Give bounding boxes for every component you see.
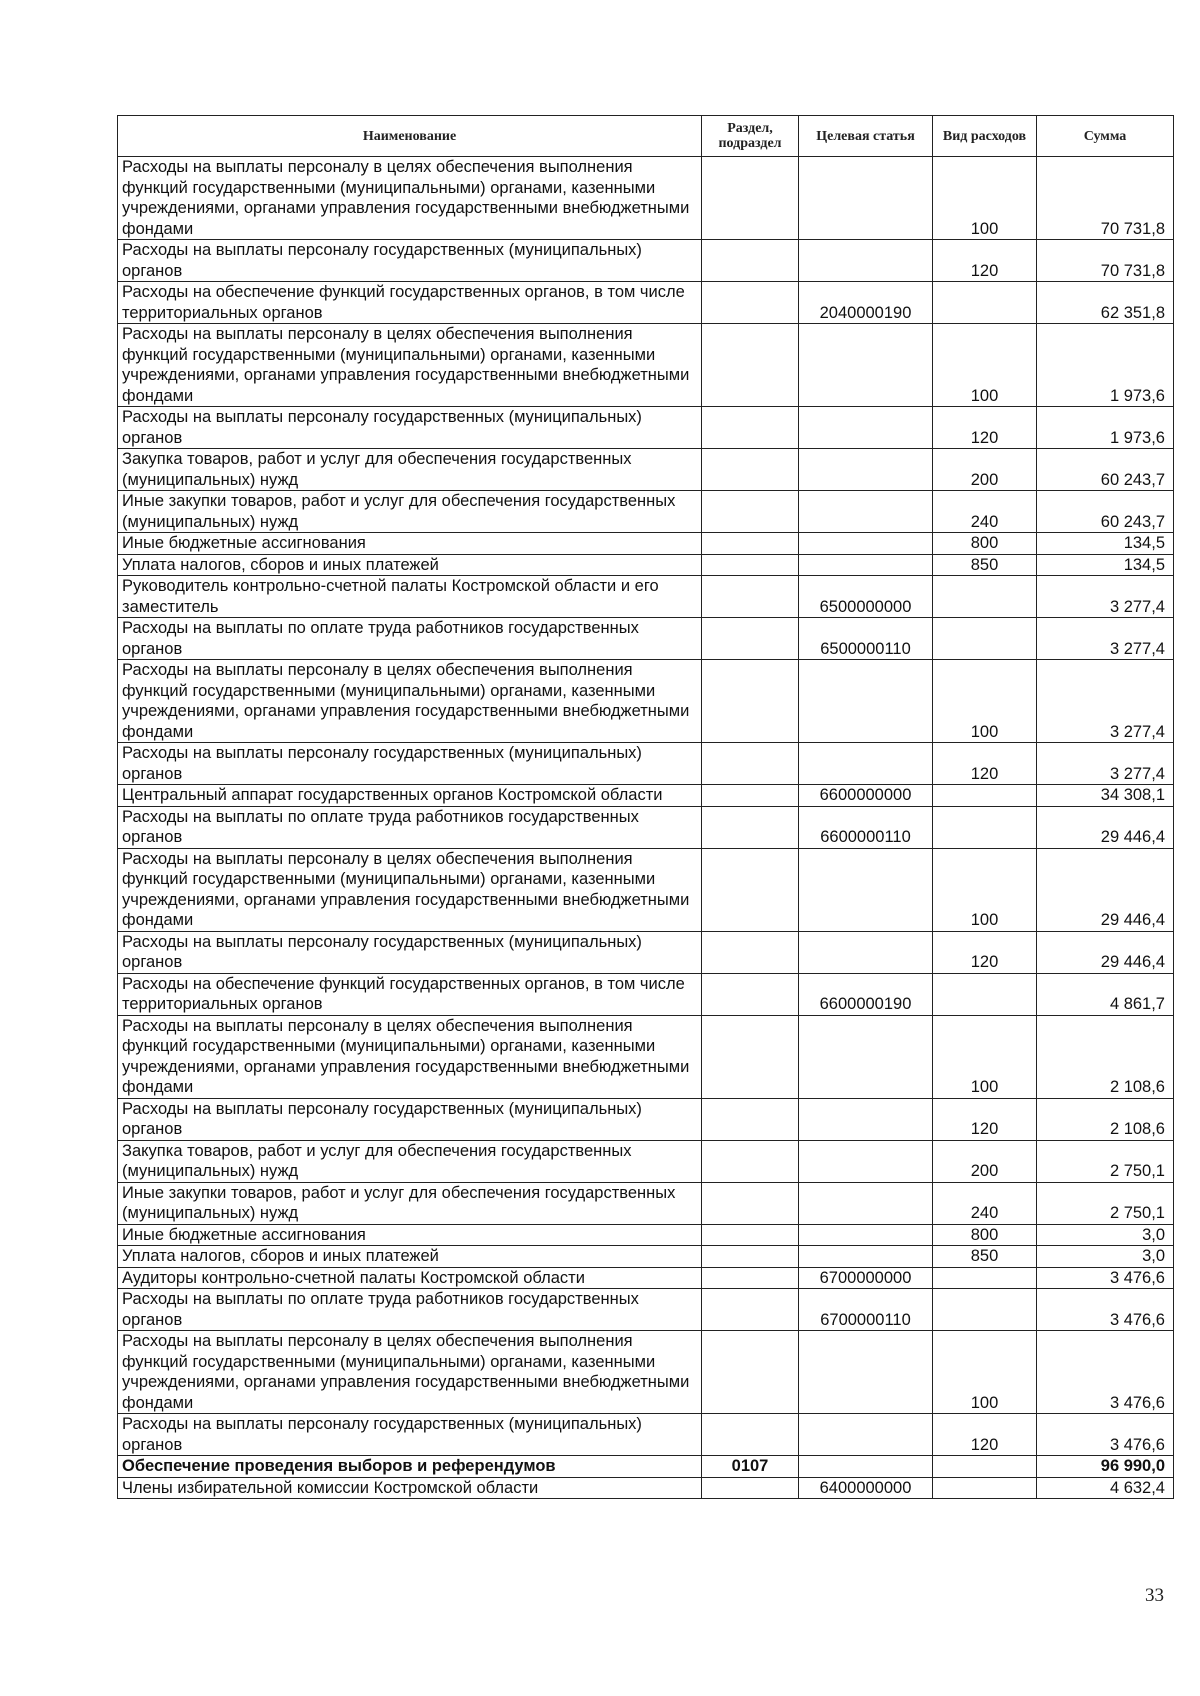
cell-razdel xyxy=(702,282,799,324)
cell-summa: 29 446,4 xyxy=(1037,931,1174,973)
cell-razdel xyxy=(702,1140,799,1182)
cell-summa: 60 243,7 xyxy=(1037,449,1174,491)
cell-razdel xyxy=(702,743,799,785)
cell-summa: 3 476,6 xyxy=(1037,1414,1174,1456)
cell-name: Руководитель контрольно-счетной палаты Костромской области и его заместитель xyxy=(118,576,702,618)
cell-vid: 100 xyxy=(933,1331,1037,1414)
cell-vid: 200 xyxy=(933,1140,1037,1182)
table-row xyxy=(118,324,1174,407)
table-row xyxy=(118,1289,1174,1331)
cell-summa: 4 632,4 xyxy=(1037,1477,1174,1499)
cell-celevaya xyxy=(799,533,933,555)
cell-vid: 120 xyxy=(933,743,1037,785)
cell-razdel xyxy=(702,554,799,576)
cell-summa: 3,0 xyxy=(1037,1224,1174,1246)
cell-summa: 70 731,8 xyxy=(1037,157,1174,240)
cell-vid: 200 xyxy=(933,449,1037,491)
cell-razdel xyxy=(702,533,799,555)
cell-summa: 3 277,4 xyxy=(1037,576,1174,618)
cell-celevaya xyxy=(799,1182,933,1224)
cell-vid: 850 xyxy=(933,554,1037,576)
cell-summa: 134,5 xyxy=(1037,533,1174,555)
cell-vid xyxy=(933,1456,1037,1478)
cell-celevaya: 6600000190 xyxy=(799,973,933,1015)
table-row xyxy=(118,660,1174,743)
cell-razdel xyxy=(702,576,799,618)
cell-celevaya: 6500000110 xyxy=(799,618,933,660)
table-row xyxy=(118,1477,1174,1499)
cell-name: Иные бюджетные ассигнования xyxy=(118,533,702,555)
cell-summa: 34 308,1 xyxy=(1037,785,1174,807)
cell-name: Расходы на выплаты персоналу в целях обеспечения выполнения функций государственными (муниципальными) органами, казенными учреждениями, органами управления государственными внебюджетными фондами xyxy=(118,1015,702,1098)
cell-name: Уплата налогов, сборов и иных платежей xyxy=(118,554,702,576)
cell-razdel xyxy=(702,491,799,533)
cell-summa: 2 108,6 xyxy=(1037,1098,1174,1140)
cell-summa: 3 476,6 xyxy=(1037,1267,1174,1289)
cell-vid: 100 xyxy=(933,157,1037,240)
cell-celevaya xyxy=(799,931,933,973)
cell-summa: 2 108,6 xyxy=(1037,1015,1174,1098)
cell-name: Иные закупки товаров, работ и услуг для обеспечения государственных (муниципальных) нужд xyxy=(118,491,702,533)
table-row xyxy=(118,1331,1174,1414)
cell-vid: 120 xyxy=(933,407,1037,449)
cell-celevaya xyxy=(799,1224,933,1246)
cell-name: Центральный аппарат государственных органов Костромской области xyxy=(118,785,702,807)
table-row xyxy=(118,240,1174,282)
table-row xyxy=(118,1414,1174,1456)
table-row xyxy=(118,785,1174,807)
cell-vid: 100 xyxy=(933,324,1037,407)
cell-celevaya xyxy=(799,1015,933,1098)
cell-razdel xyxy=(702,785,799,807)
table-row xyxy=(118,1140,1174,1182)
cell-celevaya: 6700000110 xyxy=(799,1289,933,1331)
table-row xyxy=(118,1267,1174,1289)
cell-name: Расходы на выплаты персоналу государственных (муниципальных) органов xyxy=(118,240,702,282)
cell-celevaya xyxy=(799,554,933,576)
cell-name: Иные закупки товаров, работ и услуг для обеспечения государственных (муниципальных) нужд xyxy=(118,1182,702,1224)
table-row xyxy=(118,1098,1174,1140)
cell-name: Обеспечение проведения выборов и референдумов xyxy=(118,1456,702,1478)
table-row xyxy=(118,576,1174,618)
cell-vid xyxy=(933,1289,1037,1331)
table-row xyxy=(118,1015,1174,1098)
cell-vid: 120 xyxy=(933,1098,1037,1140)
cell-vid xyxy=(933,1477,1037,1499)
cell-summa: 1 973,6 xyxy=(1037,324,1174,407)
cell-summa: 62 351,8 xyxy=(1037,282,1174,324)
table-row xyxy=(118,806,1174,848)
cell-name: Расходы на выплаты по оплате труда работников государственных органов xyxy=(118,1289,702,1331)
cell-vid: 100 xyxy=(933,848,1037,931)
cell-vid: 120 xyxy=(933,240,1037,282)
cell-summa: 60 243,7 xyxy=(1037,491,1174,533)
table-row xyxy=(118,1224,1174,1246)
cell-name: Расходы на выплаты персоналу государственных (муниципальных) органов xyxy=(118,1098,702,1140)
cell-celevaya xyxy=(799,324,933,407)
cell-razdel xyxy=(702,1331,799,1414)
table-row xyxy=(118,618,1174,660)
cell-celevaya xyxy=(799,1140,933,1182)
cell-celevaya xyxy=(799,1246,933,1268)
cell-summa: 3 277,4 xyxy=(1037,618,1174,660)
cell-vid xyxy=(933,973,1037,1015)
header-vid: Вид расходов xyxy=(933,116,1037,157)
cell-razdel xyxy=(702,1182,799,1224)
table-row xyxy=(118,1182,1174,1224)
cell-vid: 240 xyxy=(933,1182,1037,1224)
table-row xyxy=(118,491,1174,533)
cell-razdel xyxy=(702,973,799,1015)
table-body xyxy=(118,157,1174,1499)
cell-name: Расходы на обеспечение функций государственных органов, в том числе территориальных органов xyxy=(118,282,702,324)
cell-vid: 240 xyxy=(933,491,1037,533)
table-row xyxy=(118,533,1174,555)
cell-celevaya xyxy=(799,660,933,743)
header-celevaya: Целевая статья xyxy=(799,116,933,157)
cell-name: Расходы на выплаты персоналу в целях обеспечения выполнения функций государственными (муниципальными) органами, казенными учреждениями, органами управления государственными внебюджетными фондами xyxy=(118,324,702,407)
table-row xyxy=(118,973,1174,1015)
cell-razdel xyxy=(702,1267,799,1289)
cell-vid xyxy=(933,785,1037,807)
cell-razdel xyxy=(702,848,799,931)
cell-vid: 800 xyxy=(933,533,1037,555)
table-row xyxy=(118,157,1174,240)
header-razdel: Раздел, подраздел xyxy=(702,116,799,157)
table-row xyxy=(118,743,1174,785)
table-header xyxy=(118,116,1174,157)
cell-summa: 3,0 xyxy=(1037,1246,1174,1268)
cell-razdel xyxy=(702,324,799,407)
cell-vid xyxy=(933,806,1037,848)
cell-summa: 29 446,4 xyxy=(1037,848,1174,931)
cell-celevaya: 6600000000 xyxy=(799,785,933,807)
cell-name: Аудиторы контрольно-счетной палаты Костромской области xyxy=(118,1267,702,1289)
cell-summa: 3 277,4 xyxy=(1037,743,1174,785)
header-summa: Сумма xyxy=(1037,116,1174,157)
cell-razdel xyxy=(702,931,799,973)
cell-summa: 3 476,6 xyxy=(1037,1289,1174,1331)
cell-summa: 70 731,8 xyxy=(1037,240,1174,282)
cell-razdel xyxy=(702,1015,799,1098)
cell-razdel: 0107 xyxy=(702,1456,799,1478)
cell-celevaya xyxy=(799,1331,933,1414)
cell-razdel xyxy=(702,1477,799,1499)
cell-celevaya: 6400000000 xyxy=(799,1477,933,1499)
page-number: 33 xyxy=(1145,1585,1164,1606)
cell-vid: 120 xyxy=(933,931,1037,973)
cell-celevaya xyxy=(799,491,933,533)
cell-name: Расходы на выплаты персоналу в целях обеспечения выполнения функций государственными (муниципальными) органами, казенными учреждениями, органами управления государственными внебюджетными фондами xyxy=(118,848,702,931)
cell-name: Уплата налогов, сборов и иных платежей xyxy=(118,1246,702,1268)
cell-summa: 29 446,4 xyxy=(1037,806,1174,848)
cell-celevaya: 6600000110 xyxy=(799,806,933,848)
cell-vid xyxy=(933,576,1037,618)
cell-vid: 100 xyxy=(933,660,1037,743)
cell-name: Расходы на выплаты персоналу государственных (муниципальных) органов xyxy=(118,407,702,449)
cell-name: Расходы на выплаты персоналу государственных (муниципальных) органов xyxy=(118,1414,702,1456)
cell-name: Расходы на выплаты по оплате труда работников государственных органов xyxy=(118,618,702,660)
cell-celevaya xyxy=(799,848,933,931)
table-row xyxy=(118,554,1174,576)
cell-celevaya xyxy=(799,1414,933,1456)
cell-vid: 100 xyxy=(933,1015,1037,1098)
cell-celevaya xyxy=(799,449,933,491)
cell-razdel xyxy=(702,157,799,240)
cell-razdel xyxy=(702,660,799,743)
cell-summa: 2 750,1 xyxy=(1037,1140,1174,1182)
cell-summa: 134,5 xyxy=(1037,554,1174,576)
cell-name: Закупка товаров, работ и услуг для обеспечения государственных (муниципальных) нужд xyxy=(118,449,702,491)
cell-vid xyxy=(933,618,1037,660)
cell-name: Иные бюджетные ассигнования xyxy=(118,1224,702,1246)
cell-summa: 96 990,0 xyxy=(1037,1456,1174,1478)
cell-name: Расходы на выплаты по оплате труда работников государственных органов xyxy=(118,806,702,848)
cell-vid xyxy=(933,282,1037,324)
cell-celevaya: 2040000190 xyxy=(799,282,933,324)
table-row xyxy=(118,407,1174,449)
cell-name: Расходы на выплаты персоналу государственных (муниципальных) органов xyxy=(118,931,702,973)
cell-razdel xyxy=(702,1289,799,1331)
cell-summa: 2 750,1 xyxy=(1037,1182,1174,1224)
cell-razdel xyxy=(702,1246,799,1268)
cell-razdel xyxy=(702,449,799,491)
cell-name: Члены избирательной комиссии Костромской области xyxy=(118,1477,702,1499)
cell-celevaya xyxy=(799,240,933,282)
header-row xyxy=(118,116,1174,157)
cell-vid xyxy=(933,1267,1037,1289)
cell-celevaya xyxy=(799,407,933,449)
table-row xyxy=(118,848,1174,931)
cell-vid: 850 xyxy=(933,1246,1037,1268)
cell-name: Расходы на обеспечение функций государственных органов, в том числе территориальных органов xyxy=(118,973,702,1015)
cell-celevaya xyxy=(799,1456,933,1478)
cell-razdel xyxy=(702,240,799,282)
table-row xyxy=(118,1456,1174,1478)
cell-name: Расходы на выплаты персоналу в целях обеспечения выполнения функций государственными (муниципальными) органами, казенными учреждениями, органами управления государственными внебюджетными фондами xyxy=(118,1331,702,1414)
cell-razdel xyxy=(702,618,799,660)
cell-name: Закупка товаров, работ и услуг для обеспечения государственных (муниципальных) нужд xyxy=(118,1140,702,1182)
cell-razdel xyxy=(702,1224,799,1246)
cell-razdel xyxy=(702,1414,799,1456)
cell-vid: 800 xyxy=(933,1224,1037,1246)
table-row xyxy=(118,1246,1174,1268)
cell-summa: 3 277,4 xyxy=(1037,660,1174,743)
cell-celevaya xyxy=(799,743,933,785)
cell-razdel xyxy=(702,1098,799,1140)
cell-celevaya xyxy=(799,1098,933,1140)
budget-table xyxy=(117,115,1174,1499)
cell-celevaya: 6500000000 xyxy=(799,576,933,618)
table-row xyxy=(118,931,1174,973)
cell-name: Расходы на выплаты персоналу государственных (муниципальных) органов xyxy=(118,743,702,785)
cell-summa: 3 476,6 xyxy=(1037,1331,1174,1414)
cell-celevaya xyxy=(799,157,933,240)
cell-razdel xyxy=(702,407,799,449)
cell-summa: 4 861,7 xyxy=(1037,973,1174,1015)
table-row xyxy=(118,282,1174,324)
cell-name: Расходы на выплаты персоналу в целях обеспечения выполнения функций государственными (муниципальными) органами, казенными учреждениями, органами управления государственными внебюджетными фондами xyxy=(118,660,702,743)
cell-razdel xyxy=(702,806,799,848)
table-row xyxy=(118,449,1174,491)
cell-summa: 1 973,6 xyxy=(1037,407,1174,449)
cell-name: Расходы на выплаты персоналу в целях обеспечения выполнения функций государственными (муниципальными) органами, казенными учреждениями, органами управления государственными внебюджетными фондами xyxy=(118,157,702,240)
header-name: Наименование xyxy=(118,116,702,157)
cell-vid: 120 xyxy=(933,1414,1037,1456)
cell-celevaya: 6700000000 xyxy=(799,1267,933,1289)
